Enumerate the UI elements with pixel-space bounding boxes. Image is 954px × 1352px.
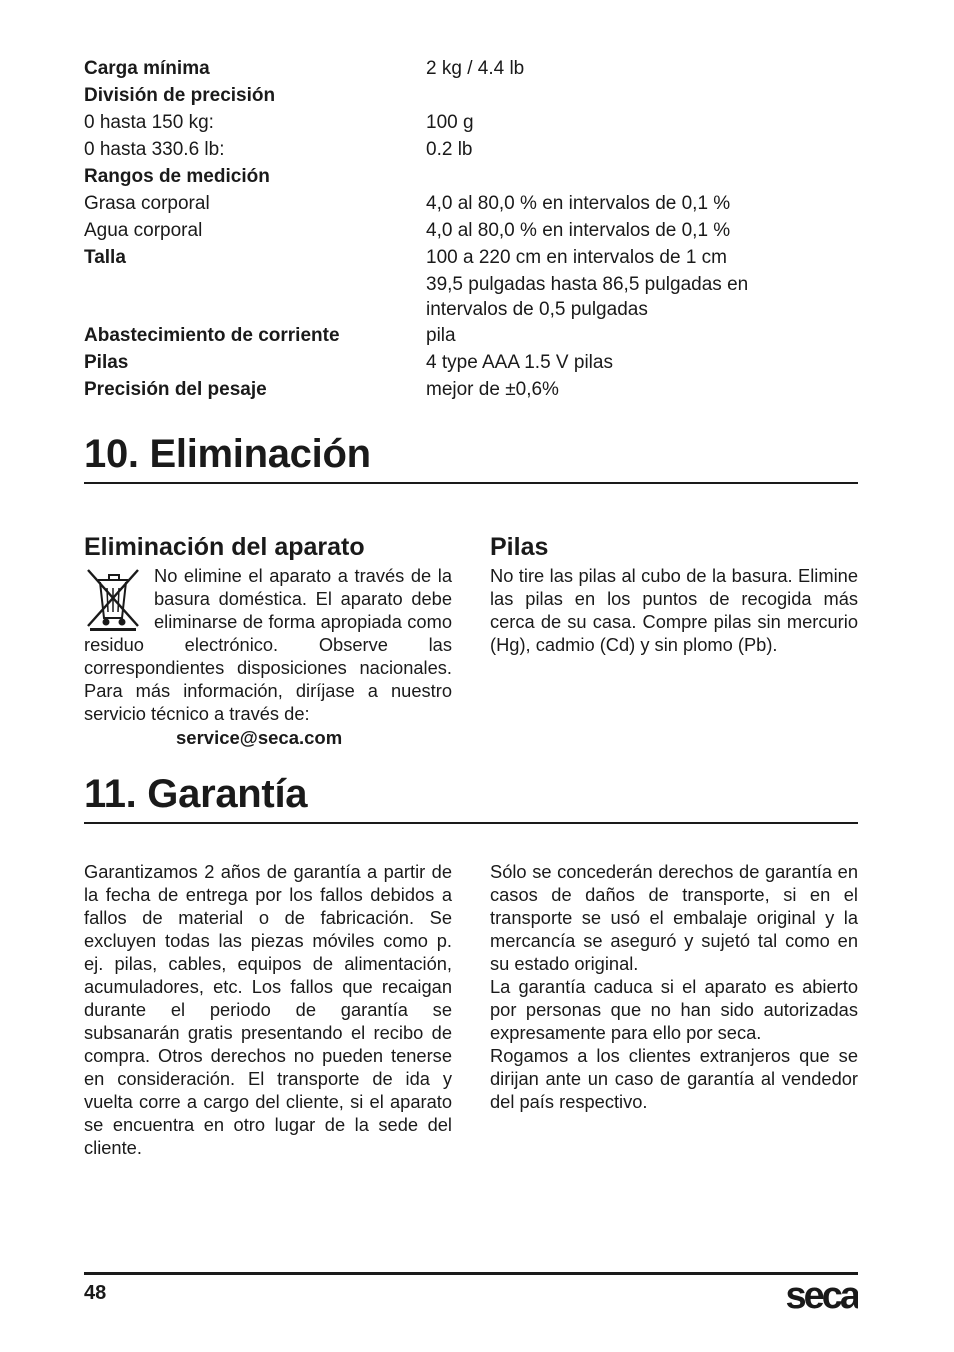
batteries-paragraph: No tire las pilas al cubo de la basura. Elimine las pilas en los puntos de recogida más cerca de su casa. Compre pilas sin mercurio (Hg), cadmio (Cd) y sin plomo (Pb). <box>490 565 858 655</box>
warranty-right-column <box>490 860 858 1113</box>
specifications-table <box>84 55 864 403</box>
spec-value: 2 kg / 4.4 lb <box>426 58 525 79</box>
spec-value: 0.2 lb <box>426 139 473 160</box>
page-number: 48 <box>84 1282 107 1304</box>
spec-row <box>84 217 864 244</box>
spec-value-line: 39,5 pulgadas hasta 86,5 pulgadas en <box>426 274 749 295</box>
service-email: service@seca.com <box>176 727 343 748</box>
spec-value-line: intervalos de 0,5 pulgadas <box>426 299 648 320</box>
spec-label: 0 hasta 150 kg: <box>84 112 214 133</box>
spec-value <box>426 271 864 322</box>
footer-divider <box>84 1272 858 1275</box>
spec-row <box>84 244 864 271</box>
spec-label: Agua corporal <box>84 220 203 241</box>
spec-value: mejor de ±0,6% <box>426 379 559 400</box>
spec-value: 100 a 220 cm en intervalos de 1 cm <box>426 247 728 268</box>
warranty-paragraph: La garantía caduca si el aparato es abierto por personas que no han sido autorizadas expresamente para ello por seca. <box>490 976 858 1043</box>
warranty-paragraph: Rogamos a los clientes extranjeros que se dirijan ante un caso de garantía al vendedor del país respectivo. <box>490 1045 858 1112</box>
spec-value: 4,0 al 80,0 % en intervalos de 0,1 % <box>426 193 731 214</box>
spec-label: 0 hasta 330.6 lb: <box>84 139 225 160</box>
spec-label: Precisión del pesaje <box>84 379 267 400</box>
spec-label: Grasa corporal <box>84 193 210 214</box>
spec-row <box>84 163 864 190</box>
batteries-disposal-text <box>490 564 858 656</box>
spec-row <box>84 376 864 403</box>
spec-row <box>84 55 864 82</box>
spec-value <box>426 82 864 109</box>
spec-label: División de precisión <box>84 85 276 106</box>
section-title-disposal: 10. Eliminación <box>84 432 371 476</box>
spec-value: pila <box>426 325 456 346</box>
section-divider <box>84 822 858 824</box>
spec-label: Carga mínima <box>84 58 210 79</box>
spec-row <box>84 136 864 163</box>
seca-logo-text: seca <box>785 1275 858 1316</box>
spec-value: 4,0 al 80,0 % en intervalos de 0,1 % <box>426 220 731 241</box>
spec-value <box>426 163 864 190</box>
warranty-paragraph: Sólo se concederán derechos de garantía en casos de daños de transporte, si en el transporte se usó el embalaje original y la mercancía se aseguró y sujetó tal como en su estado original. <box>490 861 858 974</box>
spec-label: Rangos de medición <box>84 166 270 187</box>
warranty-paragraph: Garantizamos 2 años de garantía a partir de la fecha de entrega por los fallos debidos a fallos de material o de fabricación. Se excluyen todas las piezas móviles como p. ej. pilas, cables, equipos de alimentación, acumuladores, etc. Los fallos que recaigan durante el periodo de garantía se subsanarán gratis presentando el recibo de compra. Otros derechos no pueden tenerse en consideración. El transporte de ida y vuelta corre a cargo del cliente, si el aparato se encuentra en otro lugar de la sede del cliente. <box>84 861 452 1158</box>
spec-row <box>84 322 864 349</box>
spec-label: Pilas <box>84 352 129 373</box>
spec-label: Abastecimiento de corriente <box>84 325 340 346</box>
section-title-warranty: 11. Garantía <box>84 772 308 816</box>
spec-label: Talla <box>84 247 126 268</box>
spec-row <box>84 349 864 376</box>
spec-value: 4 type AAA 1.5 V pilas <box>426 352 613 373</box>
heading-batteries: Pilas <box>490 533 549 561</box>
crossed-out-wheelie-bin-icon <box>84 566 142 632</box>
spec-row <box>84 190 864 217</box>
section-divider <box>84 482 858 484</box>
device-disposal-block <box>84 564 452 725</box>
spec-value: 100 g <box>426 112 474 133</box>
warranty-left-column <box>84 860 452 1159</box>
spec-row <box>84 109 864 136</box>
spec-label <box>84 271 426 322</box>
seca-logo <box>778 1274 858 1316</box>
heading-device-disposal: Eliminación del aparato <box>84 533 365 561</box>
spec-row <box>84 271 864 322</box>
spec-row <box>84 82 864 109</box>
device-disposal-text: No elimine el aparato a través de la basura doméstica. El aparato debe eliminarse de forma apropiada como residuo electrónico. Observe las correspondientes disposiciones nacionales. Para más información, diríjase a nuestro servicio técnico a través de: <box>84 565 452 724</box>
